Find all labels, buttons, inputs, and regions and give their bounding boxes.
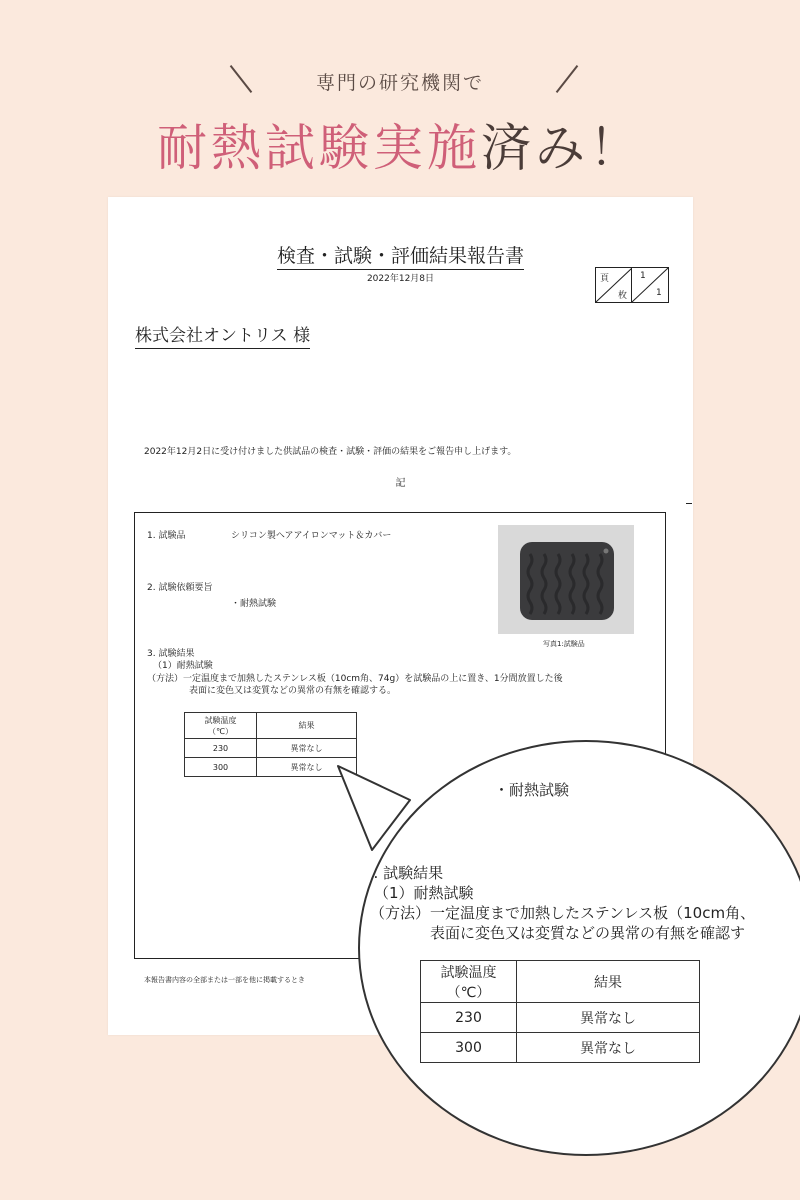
item1-value: シリコン製ヘアアイロンマット＆カバー [231,531,392,541]
footer-note: 本報告書内容の全部または一部を他に掲載するとき [144,976,305,984]
table-row: 230 異常なし [421,1003,700,1033]
page-number: 1 [640,271,646,281]
zoom-results-table [420,960,700,1063]
magnified-detail-circle [358,740,800,1156]
item3-label: 3. 試験結果 [147,649,195,659]
zoom-item3-label: 3. 試験結果 [364,864,444,882]
header-subtitle: 専門の研究機関で [315,72,484,94]
header-result: 結果 [257,713,357,739]
table-row: 300 異常なし [185,758,357,777]
zoom-header-result: 結果 [517,961,700,1003]
report-date: 2022年12月8日 [366,274,435,284]
method-line-1: （方法）一定温度まで加熱したステンレス板（10cm角、74g）を試験品の上に置き、1分間放置した後 [147,674,563,684]
headline-pink-part: 耐熱試験実施 [157,119,481,177]
zoom-item3-subheading: （1）耐熱試験 [374,884,474,902]
item2-label: 2. 試験依頼要旨 [147,583,213,593]
table-row: 230 異常なし [185,739,357,758]
sheets-label: 枚 [618,291,628,301]
zoom-item2-value: ・耐熱試験 [494,781,570,799]
company-name: 株式会社オントリス 様 [135,321,310,346]
page-label: 頁 [600,274,610,284]
item3-subheading: （1）耐熱試験 [153,661,213,671]
item1-label: 1. 試験品 [147,531,186,541]
report-title: 検査・試験・評価結果報告書 [108,241,693,268]
zoom-method-line-2: 表面に変色又は変質などの異常の有無を確認す [430,924,746,942]
method-line-2: 表面に変色又は変質などの異常の有無を確認する。 [189,686,397,696]
zoom-method-line-1: （方法）一定温度まで加熱したステンレス板（10cm角、 [370,904,756,922]
item2-value: ・耐熱試験 [231,599,277,609]
zoom-header-temperature: 試験温度 （℃） [421,961,517,1003]
headline-dark-part: 済み！ [481,119,643,177]
zoom-item2-fragment: 旨 [446,754,462,772]
header-temperature: 試験温度 （℃） [185,713,257,739]
sheet-count: 1 [656,288,662,298]
ki-mark: 記 [395,478,406,489]
table-row: 300 異常なし [421,1033,700,1063]
photo-caption: 写真1:試験品 [543,640,585,648]
intro-text: 2022年12月2日に受け付けました供試品の検査・試験・評価の結果をご報告申し上げます。 [144,447,517,457]
